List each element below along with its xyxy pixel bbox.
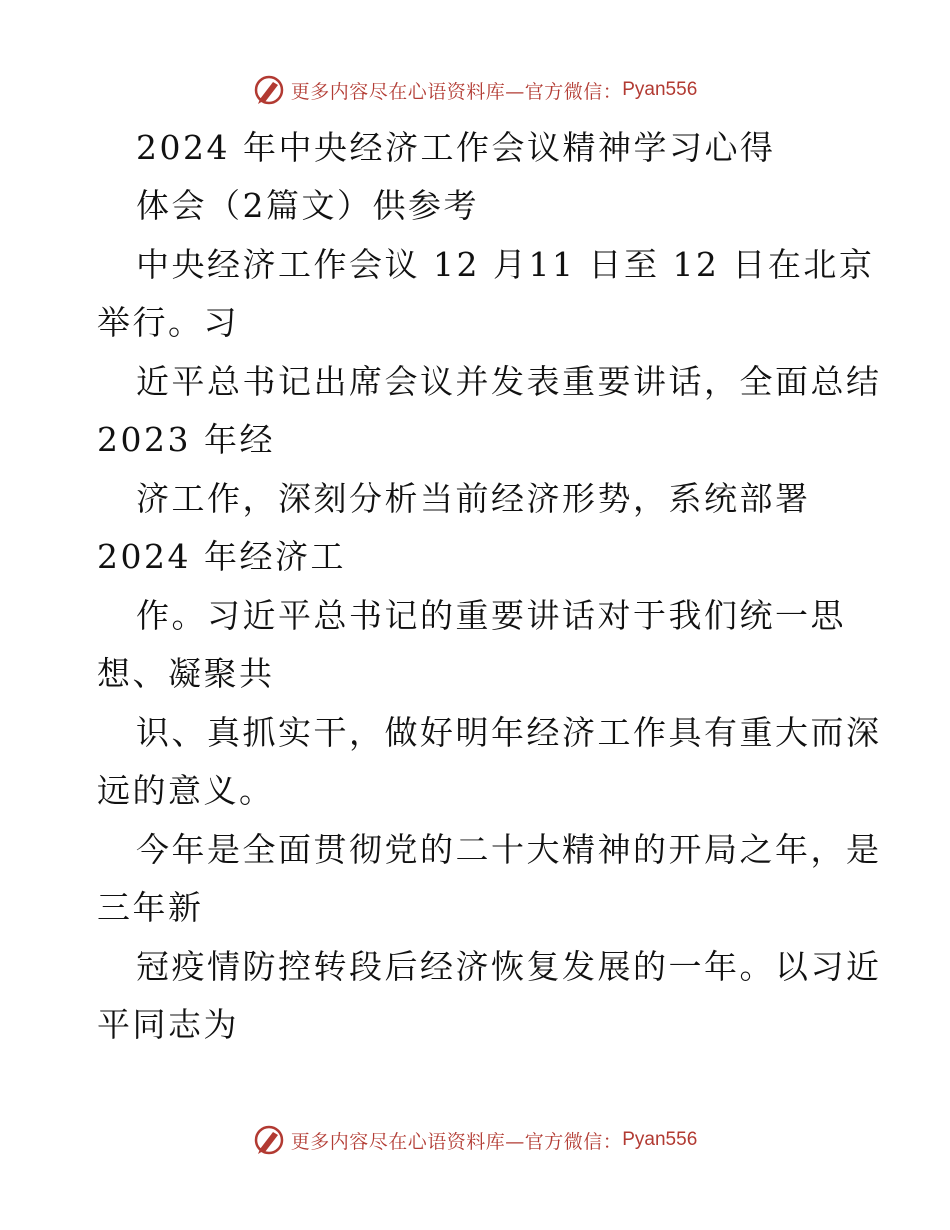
pen-logo-icon	[253, 1124, 285, 1156]
footer-banner	[0, 1120, 950, 1160]
doc-paragraph-line: 今年是全面贯彻党的二十大精神的开局之年，是	[136, 830, 882, 869]
pen-logo-icon	[253, 74, 285, 106]
banner-wechat-id: Pyan556	[622, 79, 698, 100]
doc-title-line-2: 体会（2篇文）供参考	[136, 186, 479, 225]
doc-paragraph-line: 三年新	[97, 888, 204, 927]
doc-paragraph-line: 远的意义。	[97, 771, 275, 810]
doc-paragraph-line: 识、真抓实干，做好明年经济工作具有重大而深	[136, 713, 882, 752]
banner-wechat-id: Pyan556	[622, 1129, 698, 1150]
doc-paragraph-line: 举行。习	[97, 303, 239, 342]
doc-paragraph-line: 想、凝聚共	[97, 654, 275, 693]
doc-paragraph-line: 2024 年经济工	[97, 537, 346, 576]
doc-paragraph-line: 中央经济工作会议 12 月11 日至 12 日在北京	[136, 245, 875, 284]
doc-paragraph-line: 济工作，深刻分析当前经济形势，系统部署	[136, 479, 811, 518]
doc-paragraph-line: 作。习近平总书记的重要讲话对于我们统一思	[136, 596, 846, 635]
doc-paragraph-line: 冠疫情防控转段后经济恢复发展的一年。以习近	[136, 947, 882, 986]
banner-text: 更多内容尽在心语资料库—官方微信：	[290, 80, 623, 103]
header-banner	[0, 70, 950, 110]
doc-paragraph-line: 2023 年经	[97, 420, 275, 459]
doc-paragraph-line: 平同志为	[97, 1005, 239, 1044]
banner-text: 更多内容尽在心语资料库—官方微信：	[290, 1130, 623, 1153]
doc-title-line-1: 2024 年中央经济工作会议精神学习心得	[136, 128, 776, 167]
doc-paragraph-line: 近平总书记出席会议并发表重要讲话，全面总结	[136, 362, 882, 401]
